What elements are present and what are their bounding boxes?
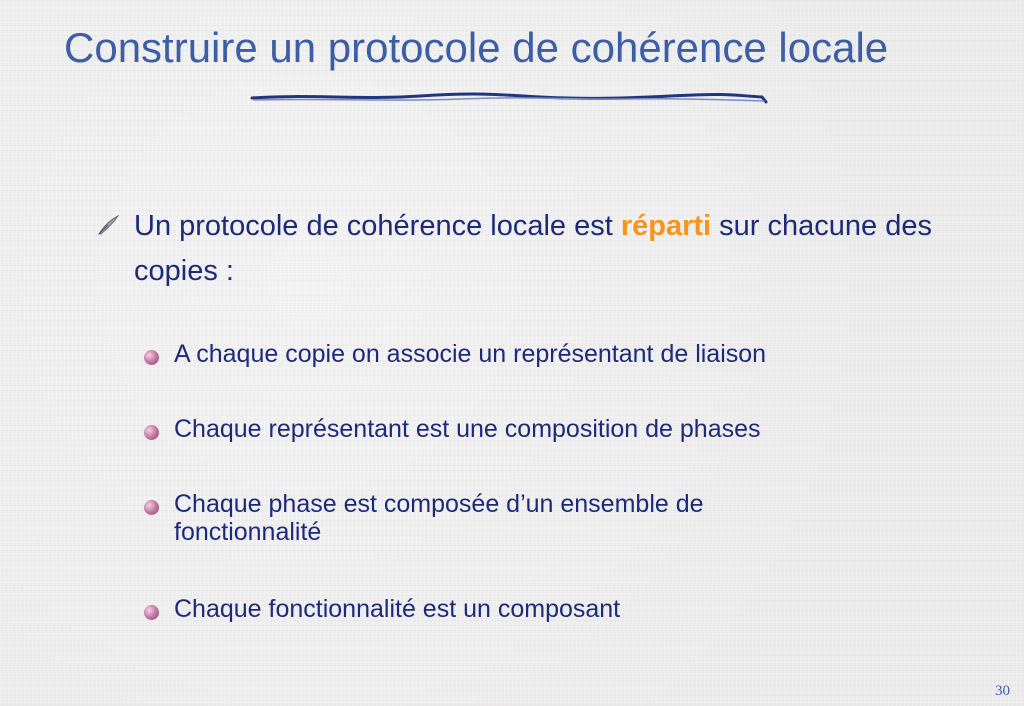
main-bullet-text-after: sur chacune des copies : [134, 210, 932, 287]
sub-bullet-text: Chaque représentant est une composition de phases [174, 415, 761, 443]
sub-bullet [144, 595, 964, 623]
sub-bullet [144, 415, 964, 443]
sub-bullet [144, 490, 964, 546]
sub-bullet-text: Chaque fonctionnalité est un composant [174, 595, 621, 623]
pink-bullet-icon [144, 425, 159, 440]
page-number: 30 [995, 683, 1010, 699]
sub-bullet [144, 340, 964, 368]
main-bullet [96, 204, 976, 294]
emphasis-term: réparti [620, 210, 712, 242]
quill-bullet-icon [96, 214, 120, 236]
pink-bullet-icon [144, 350, 159, 365]
main-bullet-text [134, 204, 976, 294]
sub-bullet-text: Chaque phase est composée d’un ensemble de fonctionnalité [174, 490, 704, 546]
title-underline-decoration [250, 86, 770, 110]
pink-bullet-icon [144, 605, 159, 620]
sub-bullet-text: A chaque copie on associe un représentant de liaison [174, 340, 767, 368]
main-bullet-text-before: Un protocole de cohérence locale est [134, 210, 621, 242]
pink-bullet-icon [144, 500, 159, 515]
slide-title: Construire un protocole de cohérence locale [64, 24, 889, 71]
